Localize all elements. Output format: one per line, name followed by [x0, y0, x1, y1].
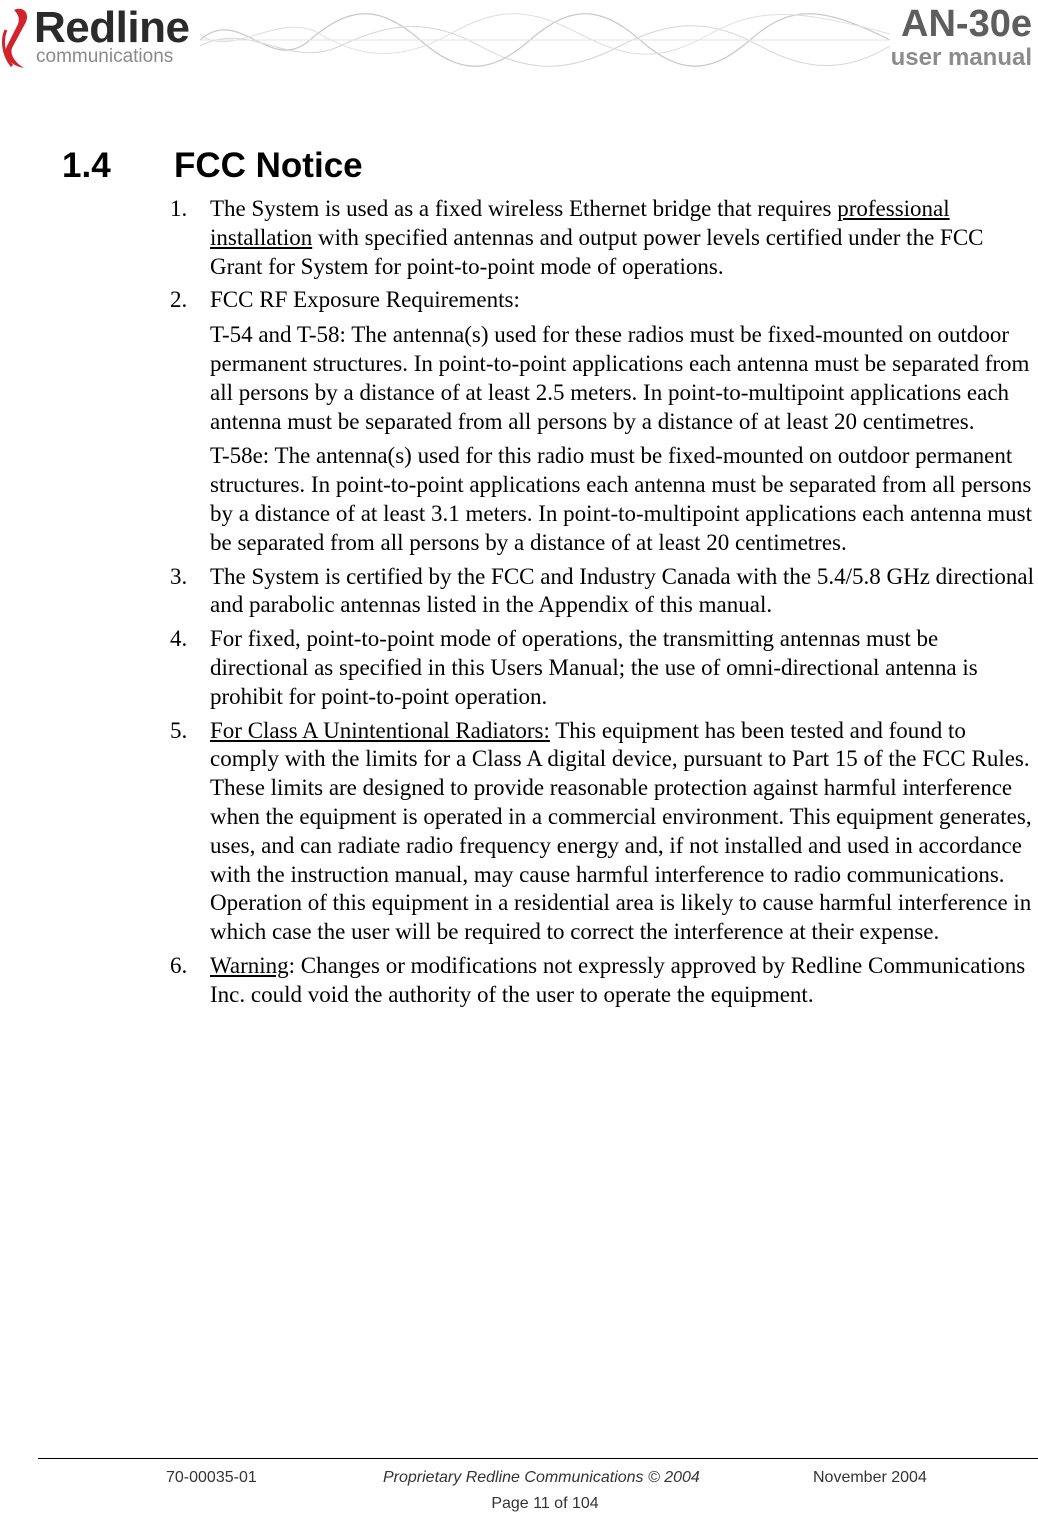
list-item-5 — [170, 717, 1038, 947]
footer-date: November 2004 — [813, 1469, 927, 1486]
page-header — [0, 0, 1038, 90]
section-number: 1.4 — [62, 146, 111, 185]
redline-logo — [0, 2, 210, 72]
list-item-6 — [170, 952, 1038, 1010]
list-item-number: 4. — [170, 626, 188, 652]
section-heading — [62, 146, 363, 186]
list-item-3 — [170, 563, 1038, 621]
list-item-number: 5. — [170, 717, 188, 743]
logo-name: Redline — [34, 3, 190, 52]
fcc-notice-list — [170, 195, 1038, 1015]
product-subtitle: user manual — [890, 44, 1032, 71]
professional-installation-link[interactable]: professional installation — [210, 196, 950, 250]
rf-exposure-t54-t58: T-54 and T-58: The antenna(s) used for these radios must be fixed-mounted on outdoor permanent structures. In point-to-point applications each antenna must be separated from all persons by a distance of at least 2.5 meters. In point-to-multipoint applications each antenna must be separated from all persons by a distance of at least 20 centimetres. — [210, 322, 1030, 434]
product-name: AN-30e — [901, 3, 1032, 45]
list-item-text — [210, 952, 1038, 1010]
warning-label: Warning — [210, 952, 289, 978]
item-1-text-pre: The System is used as a fixed wireless Ethernet bridge that requires — [210, 196, 838, 221]
item-6-body: : Changes or modifications not expressly approved by Redline Communications Inc. could void the authority of the user to operate the equipment. — [210, 952, 1026, 1007]
logo-subtitle: communications — [36, 46, 174, 67]
list-item-1 — [170, 195, 1038, 281]
list-item-number: 1. — [170, 196, 188, 221]
list-item-text — [210, 195, 1038, 281]
list-item-4 — [170, 625, 1038, 711]
wave-decoration-icon — [200, 0, 890, 90]
rf-exposure-t58e: T-58e: The antenna(s) used for this radio must be fixed-mounted on outdoor permanent structures. In point-to-point applications each antenna must be separated from all persons by a distance of at least 3.1 meters. In point-to-multipoint applications each antenna must be separated from all persons by a distance of at least 20 centimetres. — [210, 443, 1033, 555]
list-item-number: 6. — [170, 952, 188, 978]
footer-doc-number: 70-00035-01 — [166, 1469, 257, 1486]
list-item-text: The System is certified by the FCC and Industry Canada with the 5.4/5.8 GHz directional and parabolic antennas listed in the Appendix of this manual. — [210, 563, 1035, 618]
footer-divider — [38, 1458, 1038, 1459]
product-header — [891, 4, 1032, 72]
section-title: FCC Notice — [174, 146, 363, 185]
list-item-text: For fixed, point-to-point mode of operations, the transmitting antennas must be directional as specified in this Users Manual; the use of omni-directional antenna is prohibit for point-to-point operation. — [210, 626, 978, 709]
list-item-number: 3. — [170, 563, 188, 589]
list-item-number: 2. — [170, 287, 188, 313]
list-item-text — [210, 717, 1038, 947]
item-5-body: This equipment has been tested and found to comply with the limits for a Class A digital device, pursuant to Part 15 of the FCC Rules. These limits are designed to provide reasonable protection against harmful interference when the equipment is operated in a commercial environment. This equipment generates, uses, and can radiate radio frequency energy and, if not installed and used in accordance with the instruction manual, may cause harmful interference to radio communications. Operation of this equipment in a residential area is likely to cause harmful interference in which case the user will be required to correct the interference at their expense. — [210, 717, 1032, 945]
class-a-radiators-label: For Class A Unintentional Radiators: — [210, 717, 550, 743]
footer-page-number: Page 11 of 104 — [491, 1495, 599, 1512]
list-item-2 — [170, 286, 1038, 557]
item-1-text-post: with specified antennas and output power levels certified under the FCC Grant for System for point-to-point mode of operations. — [210, 224, 984, 279]
footer-proprietary: Proprietary Redline Communications © 2004 — [383, 1469, 700, 1486]
list-item-text: FCC RF Exposure Requirements: — [210, 287, 520, 313]
